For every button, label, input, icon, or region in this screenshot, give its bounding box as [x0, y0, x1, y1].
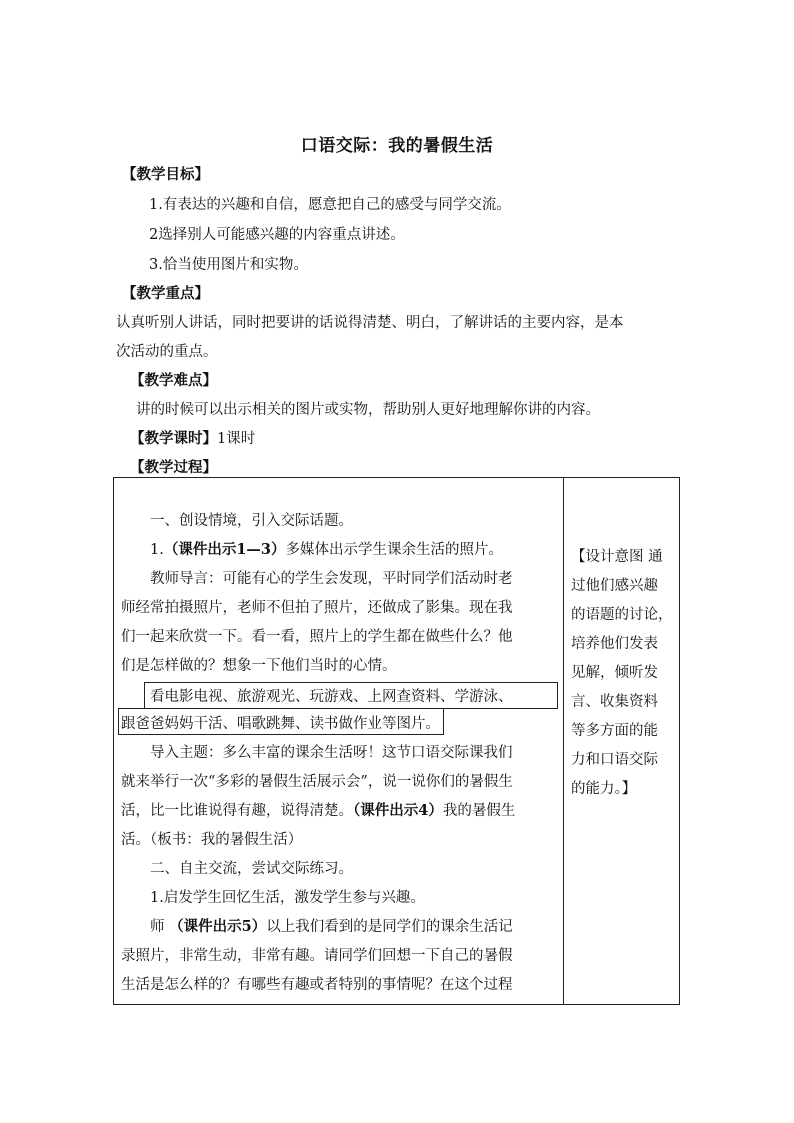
hours-value: 1课时 [217, 431, 256, 447]
objective-item-2: 2选择别人可能感兴趣的内容重点讲述。 [149, 227, 405, 243]
key-points-line-2: 次活动的重点。 [116, 344, 218, 360]
design-intent-line: 的能力。】 [571, 781, 637, 797]
hours-row [130, 427, 255, 448]
process-line: 们是怎样做的？想象一下他们当时的心情。 [121, 658, 397, 674]
process-line: 生活是怎么样的？有哪些有趣或者特别的事情呢？在这个过程 [121, 977, 513, 993]
design-intent-line: 等多方面的能 [571, 723, 658, 739]
process-text: 师 [150, 919, 170, 935]
objective-item-1: 1.有表达的兴趣和自信，愿意把自己的感受与同学交流。 [149, 197, 511, 213]
design-intent-line: 过他们感兴趣 [571, 578, 658, 594]
design-intent-line: 力和口语交际 [571, 752, 658, 768]
key-points-line-1: 认真听别人讲话，同时把要讲的话说得清楚、明白，了解讲话的主要内容，是本 [116, 315, 624, 331]
process-line: 教师导言：可能有心的学生会发现，平时同学们活动时老 [150, 571, 513, 587]
process-text: 活，比一比谁说得有趣，说得清楚。 [121, 803, 353, 819]
courseware-marker: （课件出示5） [169, 918, 267, 935]
process-line [150, 915, 513, 936]
objectives-heading: 【教学目标】 [122, 166, 209, 183]
courseware-marker: （课件出示4） [353, 802, 443, 819]
picture-list-line-1: 看电影电视、旅游观光、玩游戏、上网查资料、学游泳、 [150, 689, 513, 705]
process-line: 活。（板书：我的暑假生活） [121, 832, 303, 848]
design-intent-line: 见解，倾听发 [571, 665, 658, 681]
process-text: 我的暑假生 [442, 803, 516, 819]
process-line: 师经常拍摄照片，老师不但拍了照片，还做成了影集。现在我 [121, 600, 513, 616]
table-column-divider [563, 477, 564, 1005]
difficulties-text: 讲的时候可以出示相关的图片或实物，帮助别人更好地理解你讲的内容。 [136, 402, 600, 418]
process-text: 以上我们看到的是同学们的课余生活记 [266, 919, 513, 935]
difficulties-heading: 【教学难点】 [130, 372, 217, 389]
process-line [150, 538, 503, 559]
process-line: 导入主题：多么丰富的课余生活呀！这节口语交际课我们 [150, 745, 513, 761]
process-line [121, 799, 515, 820]
process-line: 一、创设情境，引入交际话题。 [150, 513, 353, 529]
process-line: 1.启发学生回忆生活，激发学生参与兴趣。 [150, 890, 425, 906]
courseware-marker: （课件出示1—3） [163, 541, 286, 558]
process-text: 1. [150, 542, 164, 558]
process-line: 录照片，非常生动，非常有趣。请同学们回想一下自己的暑假 [121, 948, 513, 964]
design-intent-line: 【设计意图 通 [571, 549, 663, 565]
design-intent-line: 培养他们发表 [571, 636, 658, 652]
process-text: 多媒体出示学生课余生活的照片。 [285, 542, 504, 558]
picture-list-line-2: 跟爸爸妈妈干活、唱歌跳舞、读书做作业等图片。 [121, 716, 440, 732]
process-line: 就来举行一次“多彩的暑假生活展示会”，说一说你们的暑假生 [121, 774, 513, 790]
design-intent-line: 的语题的讨论， [571, 607, 673, 623]
objective-item-3: 3.恰当使用图片和实物。 [149, 257, 308, 273]
process-line: 二、自主交流，尝试交际练习。 [150, 861, 353, 877]
key-points-heading: 【教学重点】 [122, 285, 209, 302]
page-title: 口语交际：我的暑假生活 [300, 136, 494, 156]
hours-heading: 【教学课时】 [130, 430, 217, 447]
process-line: 们一起来欣赏一下。看一看，照片上的学生都在做些什么？他 [121, 629, 513, 645]
design-intent-line: 言、收集资料 [571, 694, 658, 710]
process-heading: 【教学过程】 [130, 459, 217, 476]
